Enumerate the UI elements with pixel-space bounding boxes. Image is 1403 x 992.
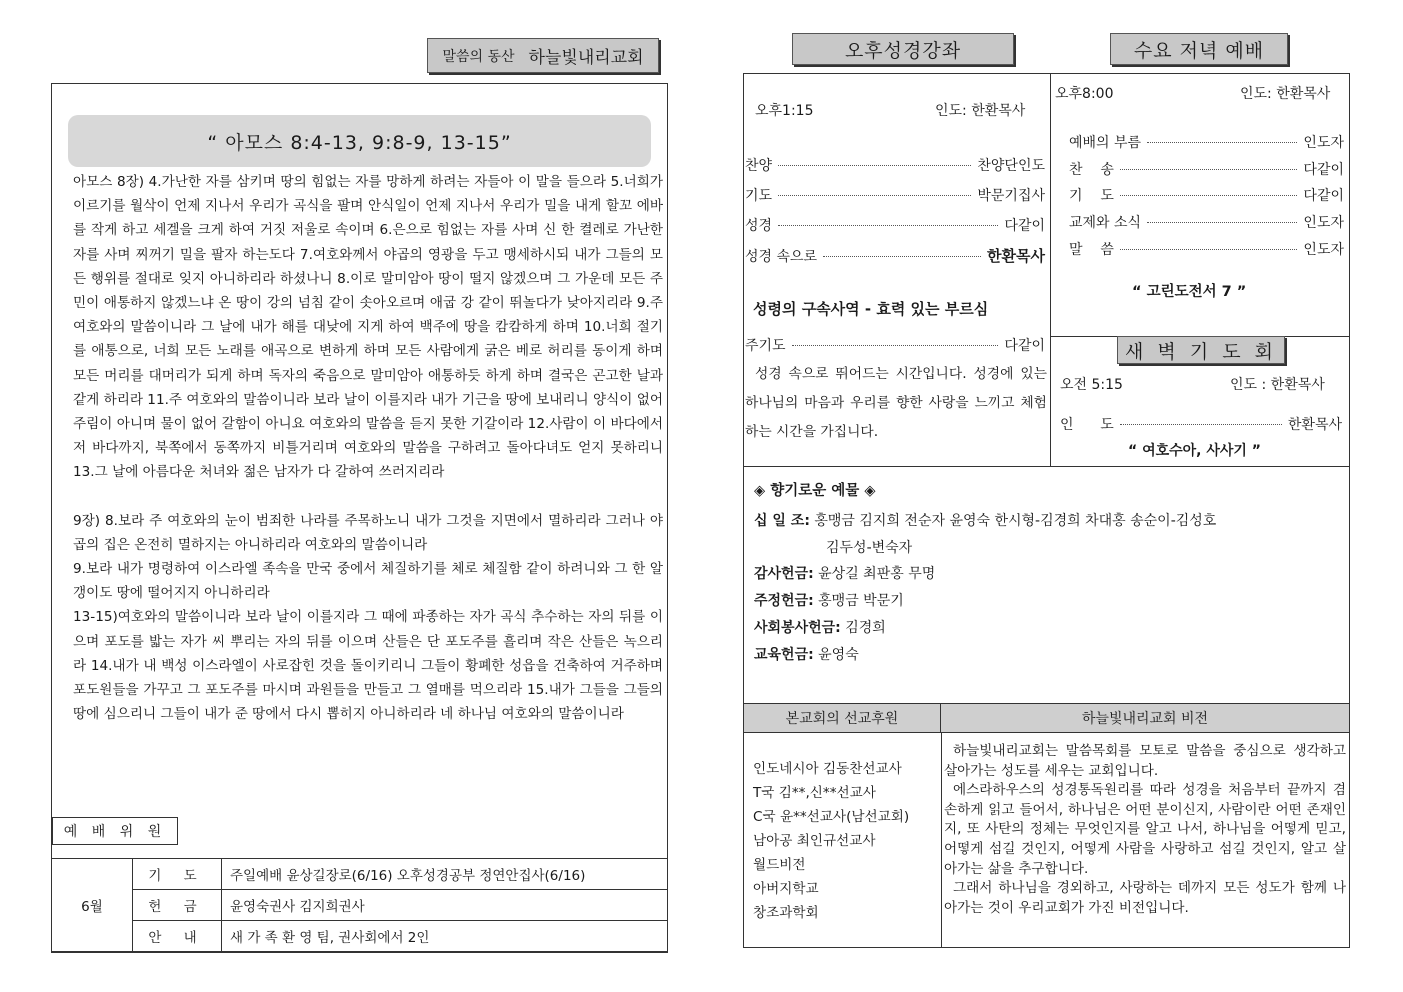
- church-slogan: 말씀의 동산: [442, 48, 515, 65]
- afternoon-description: 성경 속으로 뛰어드는 시간입니다. 성경에 있는 하나님의 마음과 우리를 향한 사랑을 느끼고 체험하는 시간을 가집니다.: [745, 366, 1047, 440]
- order-value: 한환목사: [1287, 417, 1342, 433]
- offering-education: [754, 644, 859, 664]
- vision-header: 하늘빛내리교회 비전: [941, 703, 1349, 733]
- order-value: 다같이: [1303, 162, 1344, 178]
- order-label: 기 도: [1069, 188, 1114, 204]
- order-value: 다같이: [1303, 188, 1344, 204]
- roster-month: 6월: [52, 859, 133, 952]
- afternoon-leader: 인도: 한환목사: [935, 103, 1026, 119]
- order-value: 찬양단인도: [977, 158, 1045, 174]
- afternoon-order-item: [745, 185, 1045, 205]
- offering-label: 감사헌금:: [754, 566, 814, 582]
- scripture-text: [73, 170, 663, 726]
- mission-divider: [941, 733, 942, 948]
- dawn-leader: 인도 : 한환목사: [1230, 377, 1325, 393]
- roster-role: 기 도: [133, 859, 222, 890]
- order-value: 인도자: [1303, 242, 1344, 258]
- mission-header: 본교회의 선교후원: [744, 703, 941, 733]
- offering-weekly: [754, 590, 904, 610]
- roster-role: 헌 금: [133, 890, 222, 921]
- order-label: 성경: [745, 218, 773, 234]
- offering-label: 십 일 조:: [754, 513, 810, 529]
- wednesday-order-item: [1069, 212, 1344, 232]
- offering-names: 윤상길 최판홍 무명: [818, 566, 936, 582]
- order-value: 한환목사: [987, 247, 1045, 265]
- mission-item: 인도네시아 김동찬선교사: [753, 761, 902, 777]
- column-divider: [1050, 73, 1051, 466]
- order-label: 교제와 소식: [1069, 215, 1142, 231]
- wednesday-service-tab: 수요 저녁 예배: [1110, 33, 1288, 65]
- offering-service: [754, 617, 886, 637]
- church-name-tab: [427, 38, 659, 73]
- mission-item: C국 윤**선교사(남선교회): [753, 809, 910, 825]
- afternoon-time: 오후1:15: [755, 103, 814, 119]
- order-label: 예배의 부름: [1069, 135, 1142, 151]
- roster-row: [52, 859, 668, 890]
- order-value: 인도자: [1303, 215, 1344, 231]
- scripture-chapter-9-verse-8: 9장) 8.보라 주 여호와의 눈이 범죄한 나라를 주목하노니 내가 그것을 지면에서 멸하리라 그러나 야곱의 집은 온전히 멸하지는 아니하리라 여호와의 말씀이니라: [73, 512, 663, 553]
- worship-roster-table: [51, 858, 668, 952]
- dawn-order-item: [1060, 414, 1342, 434]
- afternoon-order-item: [745, 155, 1045, 175]
- dawn-time: 오전 5:15: [1060, 377, 1123, 393]
- wednesday-order-item: [1069, 185, 1344, 205]
- offering-divider: [743, 466, 1350, 467]
- mission-list: [753, 757, 909, 925]
- order-value: 박문기집사: [977, 188, 1045, 204]
- roster-people: 주일예배 윤상길장로(6/16) 오후성경공부 정연안집사(6/16): [222, 859, 668, 890]
- order-label: 찬 송: [1069, 162, 1114, 178]
- offering-thanks: [754, 563, 935, 583]
- dawn-sermon: “ 여호수아, 사사기 ”: [1128, 443, 1262, 459]
- wednesday-time: 오후8:00: [1055, 86, 1114, 102]
- afternoon-study-tab: 오후성경강좌: [792, 33, 1014, 65]
- wednesday-order-item: [1069, 132, 1344, 152]
- mission-item: 월드비전: [753, 857, 806, 873]
- afternoon-order-item: [745, 335, 1045, 355]
- offering-names: 김경희: [845, 620, 886, 636]
- roster-row: [52, 921, 668, 952]
- order-value: 인도자: [1303, 135, 1344, 151]
- wednesday-order-item: [1069, 159, 1344, 179]
- afternoon-sermon-title: 성령의 구속사역 - 효력 있는 부르심: [753, 300, 989, 318]
- scripture-chapter-9-verse-9: 9.보라 내가 명령하여 이스라엘 족속을 만국 중에서 체질하기를 체로 체질함 같이 하려니와 그 한 알갱이도 땅에 떨어지지 아니하리라: [73, 561, 663, 602]
- offering-names: 홍맹금 박문기: [818, 593, 904, 609]
- offering-label: 사회봉사헌금:: [754, 620, 841, 636]
- mission-item: 창조과학회: [753, 905, 819, 921]
- afternoon-order-item: [745, 215, 1045, 235]
- wednesday-sermon: “ 고린도전서 7 ”: [1132, 284, 1247, 300]
- roster-row: [52, 890, 668, 921]
- mission-item: 아버지학교: [753, 881, 819, 897]
- vision-paragraph: 에스라하우스의 성경통독원리를 따라 성경을 처음부터 끝까지 겸손하게 읽고 들어서, 하나님은 어떤 분이신지, 사람이란 어떤 존재인지, 또 사탄의 정체는 무엇인지를 알고 나서, 하나님을 어떻게 믿고, 어떻게 섬길 것인지, 어떻게 사람을 사랑하고 섬길 것인지, 알고 살아가는 삶을 추구합니다.: [944, 782, 1346, 877]
- worship-committee-label: 예 배 위 원: [52, 817, 178, 845]
- roster-people: 윤영숙권사 김지희권사: [222, 890, 668, 921]
- dawn-prayer-tab: 새 벽 기 도 회: [1117, 336, 1285, 364]
- offering-tithe: [754, 510, 1216, 530]
- order-label: 말 씀: [1069, 242, 1114, 258]
- order-value: 다같이: [1004, 218, 1045, 234]
- roster-role: 안 내: [133, 921, 222, 952]
- wednesday-order-item: [1069, 239, 1344, 259]
- offering-label: 교육헌금:: [754, 647, 814, 663]
- order-label: 기도: [745, 188, 773, 204]
- offering-names: 윤영숙: [818, 647, 859, 663]
- offering-label: 주정헌금:: [754, 593, 814, 609]
- order-label: 찬양: [745, 158, 773, 174]
- mission-item: T국 김**,신**선교사: [753, 785, 876, 801]
- offering-title: ◈ 향기로운 예물 ◈: [754, 483, 876, 499]
- order-label: 주기도: [745, 338, 786, 354]
- vision-text: [944, 742, 1346, 918]
- offering-names: 홍맹금 김지희 전순자 윤영숙 한시형-김경희 차대홍 송순이-김성호: [814, 513, 1217, 529]
- vision-paragraph: 하늘빛내리교회는 말씀목회를 모토로 말씀을 중심으로 생각하고 살아가는 성도를 세우는 교회입니다.: [944, 743, 1346, 779]
- church-name: 하늘빛내리교회: [528, 48, 644, 68]
- wednesday-leader: 인도: 한환목사: [1240, 86, 1331, 102]
- scripture-chapter-8: 아모스 8장) 4.가난한 자를 삼키며 땅의 힘없는 자를 망하게 하려는 자들아 이 말을 들으라 5.너희가 이르기를 월삭이 언제 지나서 우리가 곡식을 팔며 안식일이 언제 지나서 우리가 밀을 내게 할꼬 에바를 작게 하고 세겔을 크게 하여 거짓 저울로 속이며 6.은으로 힘없는 자를 사며 신 한 켤레로 가난한 자를 사며 찌꺼기 밀을 팔자 하는도다 7.여호와께서 야곱의 영광을 두고 맹세하시되 내가 그들의 모든 행위를 절대로 잊지 아니하리라 하셨나니 8.이로 말미암아 땅이 떨지 않겠으며 그 가운데 모든 주민이 애통하지 않겠느냐 온 땅이 강의 넘침 같이 솟아오르며 애굽 강 같이 뛰놀다가 낮아지리라 9.주 여호와의 말씀이니라 그 날에 내가 해를 대낮에 지게 하여 백주에 땅을 캄캄하게 하며 10.너희 절기를 애통으로, 너희 모든 노래를 애곡으로 변하게 하며 모든 사람에게 굵은 베로 허리를 동이게 하며 모든 머리를 대머리가 되게 하며 독자의 죽음으로 말미암아 애통하듯 하게 하며 결국은 곤고한 날과 같게 하리라 11.주 여호와의 말씀이니라 보라 날이 이를지라 내가 기근을 땅에 보내리니 양식이 없어 주림이 아니며 물이 없어 갈함이 아니요 여호와의 말씀을 듣지 못한 기갈이라 12.사람이 이 바다에서 저 바다까지, 북쪽에서 동쪽까지 비틀거리며 여호와의 말씀을 구하려고 돌아다녀도 얻지 못하리니 13.그 날에 아름다운 처녀와 젊은 남자가 다 갈하여 쓰러지리라: [73, 174, 663, 481]
- vision-paragraph: 그래서 하나님을 경외하고, 사랑하는 데까지 모든 성도가 함께 나아가는 것이 우리교회가 가진 비전입니다.: [944, 880, 1346, 916]
- offering-tithe-cont: 김두성-변숙자: [826, 540, 913, 556]
- scripture-title: “ 아모스 8:4-13, 9:8-9, 13-15”: [68, 115, 651, 167]
- mission-item: 남아공 최인규선교사: [753, 833, 876, 849]
- afternoon-order-item: [745, 245, 1045, 266]
- order-label: 성경 속으로: [745, 249, 818, 265]
- roster-people: 새 가 족 환 영 팀, 권사회에서 2인: [222, 921, 668, 952]
- scripture-chapter-9-verses-13-15: 13-15)여호와의 말씀이니라 보라 날이 이를지라 그 때에 파종하는 자가 곡식 추수하는 자의 뒤를 이으며 포도를 밟는 자가 씨 뿌리는 자의 뒤를 이으며 산들은 단 포도주를 흘리며 작은 산들은 녹으리라 14.내가 내 백성 이스라엘이 사로잡힌 것을 돌이키리니 그들이 황폐한 성읍을 건축하여 거주하며 포도원들을 가꾸고 그 포도주를 마시며 과원들을 만들고 그 열매를 먹으리라 15.내가 그들을 그들의 땅에 심으리니 그들이 내가 준 땅에서 다시 뽑히지 아니하리라 네 하나님 여호와의 말씀이니라: [73, 609, 663, 723]
- order-label: 인 도: [1060, 417, 1114, 433]
- order-value: 다같이: [1004, 338, 1045, 354]
